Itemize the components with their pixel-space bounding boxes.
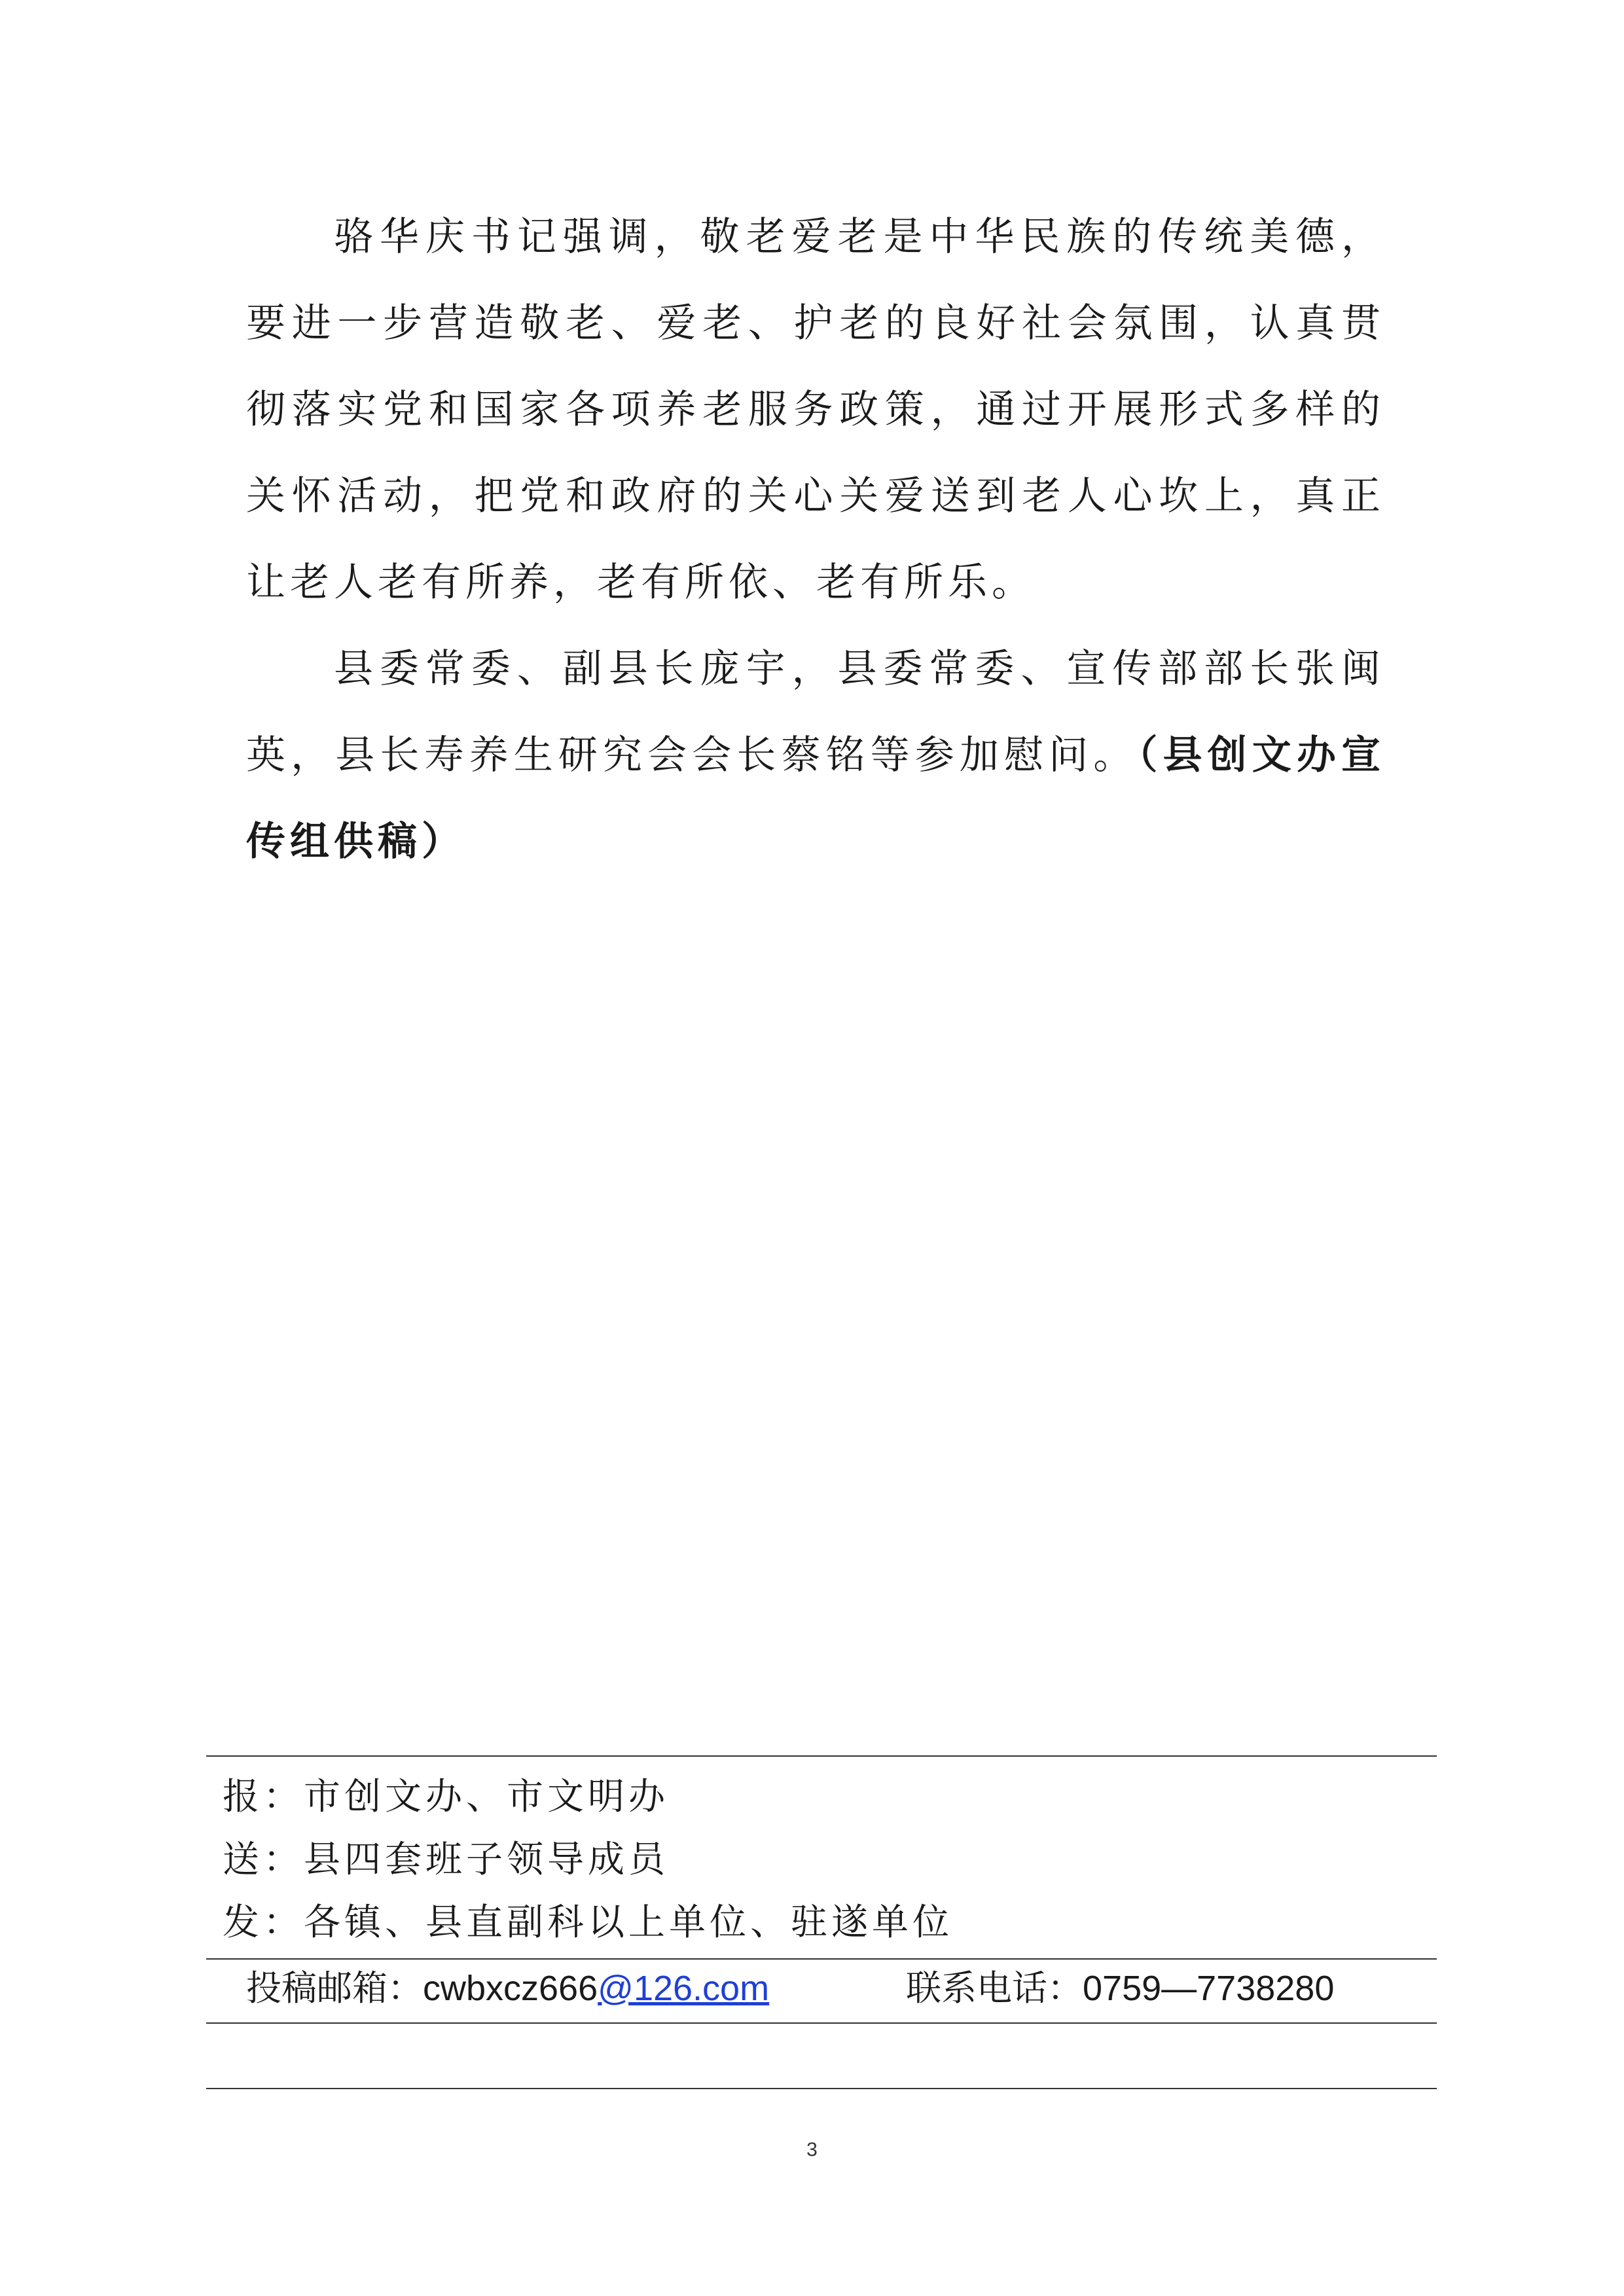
divider-contact-bottom bbox=[206, 2022, 1437, 2024]
paragraph-secretary-remarks bbox=[246, 194, 1385, 626]
email-user: cwbxcz666 bbox=[423, 1969, 598, 2008]
source-note: （县创文办宣传组供稿） bbox=[246, 732, 1386, 865]
contact-line bbox=[246, 1962, 1424, 2015]
email-label: 投稿邮箱： bbox=[246, 1967, 423, 2009]
divider-bottom bbox=[206, 2088, 1437, 2089]
paragraph-2-text: 县委常委、副县长庞宇，县委常委、宣传部部长张闽英，县长寿养生研究会会长蔡铭等参加慰问。 bbox=[246, 646, 1385, 778]
divider-top bbox=[206, 1755, 1437, 1757]
phone-number: 0759—7738280 bbox=[1083, 1969, 1335, 2008]
issue-to-line: 发：各镇、县直副科以上单位、驻遂单位 bbox=[223, 1901, 953, 1944]
divider-contact-top bbox=[206, 1958, 1437, 1960]
phone-block bbox=[906, 1962, 1334, 2015]
page-number: 3 bbox=[806, 2139, 818, 2161]
report-to-line: 报：市创文办、市文明办 bbox=[223, 1776, 669, 1818]
article-body bbox=[246, 194, 1385, 885]
send-to-line: 送：县四套班子领导成员 bbox=[223, 1839, 669, 1881]
paragraph-attendees bbox=[246, 626, 1385, 885]
paragraph-1-text: 骆华庆书记强调，敬老爱老是中华民族的传统美德，要进一步营造敬老、爱老、护老的良好社会氛围，认真贯彻落实党和国家各项养老服务政策，通过开展形式多样的关怀活动，把党和政府的关心关爱送到老人心坎上，真正让老人老有所养，老有所依、老有所乐。 bbox=[246, 214, 1385, 605]
phone-label: 联系电话： bbox=[906, 1967, 1083, 2009]
email-link[interactable]: @126.com bbox=[598, 1969, 770, 2008]
